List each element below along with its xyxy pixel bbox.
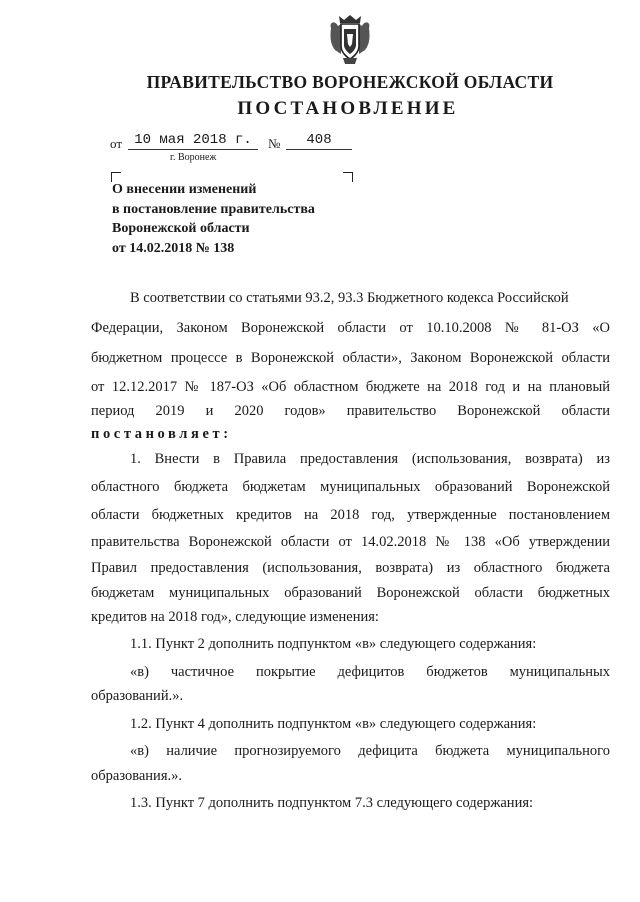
body-line: области бюджетных кредитов на 2018 год, утвержденные постановлением <box>91 507 610 523</box>
subject-line: Воронежской области <box>112 221 250 236</box>
subject-line: от 14.02.2018 № 138 <box>112 240 235 256</box>
body-line: бюджетам муниципальных образований Воронежской области бюджетных <box>91 585 610 601</box>
document-number: 408 <box>286 132 352 150</box>
coat-of-arms-emblem <box>327 10 373 66</box>
body-line: «в) наличие прогнозируемого дефицита бюджета муниципального <box>130 743 610 759</box>
body-line: Правил предоставления (использования, возврата) из областного бюджета <box>91 560 610 576</box>
body-line: правительства Воронежской области от 14.02.2018 № 138 «Об утверждении <box>91 534 610 550</box>
date-number-row <box>110 132 370 150</box>
body-line: бюджетном процессе в Воронежской области», Законом Воронежской области <box>91 350 610 366</box>
body-line: период 2019 и 2020 годов» правительство Воронежской области <box>91 403 610 419</box>
body-line: от 12.12.2017 № 187-ОЗ «Об областном бюджете на 2018 год и на плановый <box>91 379 610 395</box>
body-line: В соответствии со статьями 93.2, 93.3 Бюджетного кодекса Российской <box>130 290 569 306</box>
document-date: 10 мая 2018 г. <box>128 132 258 150</box>
body-line: Федерации, Законом Воронежской области от 10.10.2008 № 81-ОЗ «О <box>91 320 610 336</box>
subject-line: в постановление правительства <box>112 201 315 217</box>
subject-line: О внесении изменений <box>112 182 257 197</box>
body-line: 1.2. Пункт 4 дополнить подпунктом «в» следующего содержания: <box>130 716 537 732</box>
body-line: образований.». <box>91 688 184 704</box>
resolution-verb: постановляет: <box>91 426 232 442</box>
body-line: областного бюджета бюджетам муниципальных образований Воронежской <box>91 479 610 495</box>
body-line: образования.». <box>91 768 182 784</box>
date-from-label: от <box>110 136 123 151</box>
body-line: 1.3. Пункт 7 дополнить подпунктом 7.3 следующего содержания: <box>130 795 534 811</box>
subject-heading <box>112 180 352 258</box>
government-title: ПРАВИТЕЛЬСТВО ВОРОНЕЖСКОЙ ОБЛАСТИ <box>146 72 554 92</box>
body-line: кредитов на 2018 год», следующие изменения: <box>91 609 379 625</box>
body-line: 1.1. Пункт 2 дополнить подпунктом «в» следующего содержания: <box>130 636 537 652</box>
city-label: г. Воронеж <box>170 152 217 163</box>
body-line: «в) частичное покрытие дефицитов бюджетов муниципальных <box>130 664 610 680</box>
document-type-title: ПОСТАНОВЛЕНИЕ <box>237 98 459 119</box>
body-line: 1. Внести в Правила предоставления (использования, возврата) из <box>130 451 610 467</box>
number-label: № <box>268 136 281 151</box>
